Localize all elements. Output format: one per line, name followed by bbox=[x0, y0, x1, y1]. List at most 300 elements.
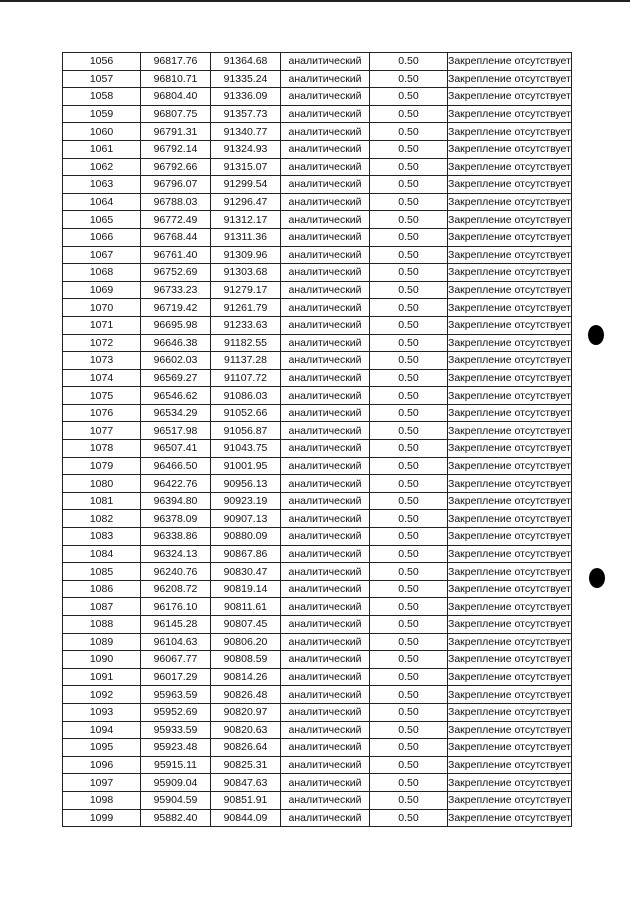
error-cell: 0.50 bbox=[370, 739, 448, 757]
fixing-cell: Закрепление отсутствует bbox=[448, 264, 572, 282]
error-cell: 0.50 bbox=[370, 316, 448, 334]
y-coordinate-cell: 90814.26 bbox=[211, 668, 281, 686]
point-number-cell: 1096 bbox=[63, 756, 141, 774]
y-coordinate-cell: 91043.75 bbox=[211, 440, 281, 458]
point-number-cell: 1097 bbox=[63, 774, 141, 792]
punch-hole-mark bbox=[588, 325, 604, 345]
fixing-cell: Закрепление отсутствует bbox=[448, 721, 572, 739]
table-row bbox=[63, 228, 572, 246]
point-number-cell: 1065 bbox=[63, 211, 141, 229]
y-coordinate-cell: 90880.09 bbox=[211, 528, 281, 546]
table-row bbox=[63, 475, 572, 493]
x-coordinate-cell: 95963.59 bbox=[141, 686, 211, 704]
point-number-cell: 1063 bbox=[63, 176, 141, 194]
method-cell: аналитический bbox=[281, 580, 370, 598]
fixing-cell: Закрепление отсутствует bbox=[448, 703, 572, 721]
y-coordinate-cell: 91056.87 bbox=[211, 422, 281, 440]
fixing-cell: Закрепление отсутствует bbox=[448, 299, 572, 317]
error-cell: 0.50 bbox=[370, 809, 448, 827]
x-coordinate-cell: 96394.80 bbox=[141, 492, 211, 510]
table-row bbox=[63, 492, 572, 510]
error-cell: 0.50 bbox=[370, 721, 448, 739]
point-number-cell: 1057 bbox=[63, 70, 141, 88]
table-row bbox=[63, 703, 572, 721]
fixing-cell: Закрепление отсутствует bbox=[448, 105, 572, 123]
point-number-cell: 1075 bbox=[63, 387, 141, 405]
error-cell: 0.50 bbox=[370, 563, 448, 581]
method-cell: аналитический bbox=[281, 739, 370, 757]
table-body bbox=[63, 53, 572, 827]
table-row bbox=[63, 264, 572, 282]
y-coordinate-cell: 90825.31 bbox=[211, 756, 281, 774]
table-row bbox=[63, 193, 572, 211]
method-cell: аналитический bbox=[281, 598, 370, 616]
fixing-cell: Закрепление отсутствует bbox=[448, 545, 572, 563]
method-cell: аналитический bbox=[281, 528, 370, 546]
y-coordinate-cell: 91296.47 bbox=[211, 193, 281, 211]
table-row bbox=[63, 123, 572, 141]
error-cell: 0.50 bbox=[370, 651, 448, 669]
x-coordinate-cell: 96817.76 bbox=[141, 53, 211, 71]
method-cell: аналитический bbox=[281, 457, 370, 475]
fixing-cell: Закрепление отсутствует bbox=[448, 158, 572, 176]
method-cell: аналитический bbox=[281, 70, 370, 88]
point-number-cell: 1094 bbox=[63, 721, 141, 739]
table-row bbox=[63, 316, 572, 334]
method-cell: аналитический bbox=[281, 264, 370, 282]
fixing-cell: Закрепление отсутствует bbox=[448, 457, 572, 475]
method-cell: аналитический bbox=[281, 809, 370, 827]
table-row bbox=[63, 510, 572, 528]
y-coordinate-cell: 90808.59 bbox=[211, 651, 281, 669]
x-coordinate-cell: 96807.75 bbox=[141, 105, 211, 123]
table-row bbox=[63, 387, 572, 405]
point-number-cell: 1095 bbox=[63, 739, 141, 757]
method-cell: аналитический bbox=[281, 563, 370, 581]
fixing-cell: Закрепление отсутствует bbox=[448, 563, 572, 581]
error-cell: 0.50 bbox=[370, 774, 448, 792]
x-coordinate-cell: 95933.59 bbox=[141, 721, 211, 739]
method-cell: аналитический bbox=[281, 387, 370, 405]
x-coordinate-cell: 96517.98 bbox=[141, 422, 211, 440]
point-number-cell: 1078 bbox=[63, 440, 141, 458]
method-cell: аналитический bbox=[281, 158, 370, 176]
fixing-cell: Закрепление отсутствует bbox=[448, 510, 572, 528]
table-row bbox=[63, 686, 572, 704]
error-cell: 0.50 bbox=[370, 228, 448, 246]
y-coordinate-cell: 91233.63 bbox=[211, 316, 281, 334]
y-coordinate-cell: 90867.86 bbox=[211, 545, 281, 563]
method-cell: аналитический bbox=[281, 53, 370, 71]
method-cell: аналитический bbox=[281, 545, 370, 563]
table-row bbox=[63, 651, 572, 669]
y-coordinate-cell: 91107.72 bbox=[211, 369, 281, 387]
x-coordinate-cell: 96796.07 bbox=[141, 176, 211, 194]
method-cell: аналитический bbox=[281, 703, 370, 721]
method-cell: аналитический bbox=[281, 369, 370, 387]
x-coordinate-cell: 96176.10 bbox=[141, 598, 211, 616]
method-cell: аналитический bbox=[281, 633, 370, 651]
point-number-cell: 1064 bbox=[63, 193, 141, 211]
x-coordinate-cell: 96208.72 bbox=[141, 580, 211, 598]
error-cell: 0.50 bbox=[370, 633, 448, 651]
fixing-cell: Закрепление отсутствует bbox=[448, 404, 572, 422]
point-number-cell: 1092 bbox=[63, 686, 141, 704]
fixing-cell: Закрепление отсутствует bbox=[448, 334, 572, 352]
x-coordinate-cell: 96752.69 bbox=[141, 264, 211, 282]
y-coordinate-cell: 90820.63 bbox=[211, 721, 281, 739]
fixing-cell: Закрепление отсутствует bbox=[448, 281, 572, 299]
x-coordinate-cell: 96792.14 bbox=[141, 140, 211, 158]
point-number-cell: 1085 bbox=[63, 563, 141, 581]
fixing-cell: Закрепление отсутствует bbox=[448, 791, 572, 809]
table-row bbox=[63, 334, 572, 352]
method-cell: аналитический bbox=[281, 88, 370, 106]
x-coordinate-cell: 96719.42 bbox=[141, 299, 211, 317]
method-cell: аналитический bbox=[281, 228, 370, 246]
point-number-cell: 1090 bbox=[63, 651, 141, 669]
y-coordinate-cell: 91052.66 bbox=[211, 404, 281, 422]
point-number-cell: 1086 bbox=[63, 580, 141, 598]
x-coordinate-cell: 96240.76 bbox=[141, 563, 211, 581]
error-cell: 0.50 bbox=[370, 404, 448, 422]
fixing-cell: Закрепление отсутствует bbox=[448, 739, 572, 757]
point-number-cell: 1083 bbox=[63, 528, 141, 546]
point-number-cell: 1070 bbox=[63, 299, 141, 317]
y-coordinate-cell: 90820.97 bbox=[211, 703, 281, 721]
method-cell: аналитический bbox=[281, 193, 370, 211]
y-coordinate-cell: 91261.79 bbox=[211, 299, 281, 317]
point-number-cell: 1080 bbox=[63, 475, 141, 493]
table-row bbox=[63, 721, 572, 739]
x-coordinate-cell: 96761.40 bbox=[141, 246, 211, 264]
x-coordinate-cell: 96378.09 bbox=[141, 510, 211, 528]
table-row bbox=[63, 246, 572, 264]
point-number-cell: 1099 bbox=[63, 809, 141, 827]
x-coordinate-cell: 95909.04 bbox=[141, 774, 211, 792]
point-number-cell: 1089 bbox=[63, 633, 141, 651]
fixing-cell: Закрепление отсутствует bbox=[448, 352, 572, 370]
fixing-cell: Закрепление отсутствует bbox=[448, 616, 572, 634]
x-coordinate-cell: 96104.63 bbox=[141, 633, 211, 651]
method-cell: аналитический bbox=[281, 299, 370, 317]
x-coordinate-cell: 96067.77 bbox=[141, 651, 211, 669]
y-coordinate-cell: 90923.19 bbox=[211, 492, 281, 510]
table-row bbox=[63, 457, 572, 475]
y-coordinate-cell: 90847.63 bbox=[211, 774, 281, 792]
error-cell: 0.50 bbox=[370, 105, 448, 123]
method-cell: аналитический bbox=[281, 334, 370, 352]
fixing-cell: Закрепление отсутствует bbox=[448, 88, 572, 106]
method-cell: аналитический bbox=[281, 651, 370, 669]
y-coordinate-cell: 91315.07 bbox=[211, 158, 281, 176]
coordinates-table bbox=[62, 52, 572, 827]
y-coordinate-cell: 91279.17 bbox=[211, 281, 281, 299]
table-row bbox=[63, 352, 572, 370]
fixing-cell: Закрепление отсутствует bbox=[448, 70, 572, 88]
x-coordinate-cell: 96772.49 bbox=[141, 211, 211, 229]
method-cell: аналитический bbox=[281, 404, 370, 422]
table-row bbox=[63, 70, 572, 88]
table-row bbox=[63, 422, 572, 440]
point-number-cell: 1066 bbox=[63, 228, 141, 246]
method-cell: аналитический bbox=[281, 246, 370, 264]
error-cell: 0.50 bbox=[370, 211, 448, 229]
fixing-cell: Закрепление отсутствует bbox=[448, 756, 572, 774]
x-coordinate-cell: 96810.71 bbox=[141, 70, 211, 88]
point-number-cell: 1084 bbox=[63, 545, 141, 563]
table-row bbox=[63, 211, 572, 229]
y-coordinate-cell: 91086.03 bbox=[211, 387, 281, 405]
table-row bbox=[63, 739, 572, 757]
fixing-cell: Закрепление отсутствует bbox=[448, 492, 572, 510]
table-row bbox=[63, 299, 572, 317]
x-coordinate-cell: 96792.66 bbox=[141, 158, 211, 176]
error-cell: 0.50 bbox=[370, 703, 448, 721]
point-number-cell: 1074 bbox=[63, 369, 141, 387]
fixing-cell: Закрепление отсутствует bbox=[448, 123, 572, 141]
point-number-cell: 1079 bbox=[63, 457, 141, 475]
y-coordinate-cell: 90851.91 bbox=[211, 791, 281, 809]
y-coordinate-cell: 90956.13 bbox=[211, 475, 281, 493]
x-coordinate-cell: 96017.29 bbox=[141, 668, 211, 686]
method-cell: аналитический bbox=[281, 123, 370, 141]
method-cell: аналитический bbox=[281, 140, 370, 158]
method-cell: аналитический bbox=[281, 791, 370, 809]
x-coordinate-cell: 95923.48 bbox=[141, 739, 211, 757]
x-coordinate-cell: 96422.76 bbox=[141, 475, 211, 493]
error-cell: 0.50 bbox=[370, 616, 448, 634]
method-cell: аналитический bbox=[281, 352, 370, 370]
fixing-cell: Закрепление отсутствует bbox=[448, 774, 572, 792]
table-row bbox=[63, 105, 572, 123]
error-cell: 0.50 bbox=[370, 53, 448, 71]
error-cell: 0.50 bbox=[370, 140, 448, 158]
table-row bbox=[63, 756, 572, 774]
y-coordinate-cell: 91336.09 bbox=[211, 88, 281, 106]
error-cell: 0.50 bbox=[370, 791, 448, 809]
fixing-cell: Закрепление отсутствует bbox=[448, 809, 572, 827]
y-coordinate-cell: 90907.13 bbox=[211, 510, 281, 528]
fixing-cell: Закрепление отсутствует bbox=[448, 246, 572, 264]
error-cell: 0.50 bbox=[370, 264, 448, 282]
x-coordinate-cell: 95904.59 bbox=[141, 791, 211, 809]
y-coordinate-cell: 91364.68 bbox=[211, 53, 281, 71]
error-cell: 0.50 bbox=[370, 281, 448, 299]
y-coordinate-cell: 90819.14 bbox=[211, 580, 281, 598]
error-cell: 0.50 bbox=[370, 528, 448, 546]
x-coordinate-cell: 95952.69 bbox=[141, 703, 211, 721]
error-cell: 0.50 bbox=[370, 70, 448, 88]
error-cell: 0.50 bbox=[370, 598, 448, 616]
fixing-cell: Закрепление отсутствует bbox=[448, 580, 572, 598]
x-coordinate-cell: 96145.28 bbox=[141, 616, 211, 634]
point-number-cell: 1058 bbox=[63, 88, 141, 106]
error-cell: 0.50 bbox=[370, 352, 448, 370]
fixing-cell: Закрепление отсутствует bbox=[448, 369, 572, 387]
point-number-cell: 1068 bbox=[63, 264, 141, 282]
error-cell: 0.50 bbox=[370, 440, 448, 458]
fixing-cell: Закрепление отсутствует bbox=[448, 53, 572, 71]
error-cell: 0.50 bbox=[370, 668, 448, 686]
error-cell: 0.50 bbox=[370, 756, 448, 774]
fixing-cell: Закрепление отсутствует bbox=[448, 598, 572, 616]
error-cell: 0.50 bbox=[370, 510, 448, 528]
fixing-cell: Закрепление отсутствует bbox=[448, 422, 572, 440]
x-coordinate-cell: 96695.98 bbox=[141, 316, 211, 334]
method-cell: аналитический bbox=[281, 774, 370, 792]
fixing-cell: Закрепление отсутствует bbox=[448, 686, 572, 704]
error-cell: 0.50 bbox=[370, 176, 448, 194]
point-number-cell: 1056 bbox=[63, 53, 141, 71]
y-coordinate-cell: 90826.64 bbox=[211, 739, 281, 757]
method-cell: аналитический bbox=[281, 176, 370, 194]
x-coordinate-cell: 96569.27 bbox=[141, 369, 211, 387]
y-coordinate-cell: 91001.95 bbox=[211, 457, 281, 475]
error-cell: 0.50 bbox=[370, 299, 448, 317]
table-row bbox=[63, 791, 572, 809]
punch-hole-mark bbox=[589, 568, 605, 588]
y-coordinate-cell: 91182.55 bbox=[211, 334, 281, 352]
point-number-cell: 1072 bbox=[63, 334, 141, 352]
fixing-cell: Закрепление отсутствует bbox=[448, 193, 572, 211]
method-cell: аналитический bbox=[281, 211, 370, 229]
point-number-cell: 1071 bbox=[63, 316, 141, 334]
point-number-cell: 1060 bbox=[63, 123, 141, 141]
point-number-cell: 1082 bbox=[63, 510, 141, 528]
x-coordinate-cell: 96602.03 bbox=[141, 352, 211, 370]
x-coordinate-cell: 96646.38 bbox=[141, 334, 211, 352]
error-cell: 0.50 bbox=[370, 457, 448, 475]
method-cell: аналитический bbox=[281, 668, 370, 686]
table-row bbox=[63, 598, 572, 616]
x-coordinate-cell: 96466.50 bbox=[141, 457, 211, 475]
method-cell: аналитический bbox=[281, 281, 370, 299]
method-cell: аналитический bbox=[281, 105, 370, 123]
table-row bbox=[63, 528, 572, 546]
point-number-cell: 1062 bbox=[63, 158, 141, 176]
fixing-cell: Закрепление отсутствует bbox=[448, 440, 572, 458]
table-row bbox=[63, 158, 572, 176]
point-number-cell: 1088 bbox=[63, 616, 141, 634]
table-row bbox=[63, 281, 572, 299]
table-row bbox=[63, 668, 572, 686]
point-number-cell: 1087 bbox=[63, 598, 141, 616]
point-number-cell: 1081 bbox=[63, 492, 141, 510]
table-row bbox=[63, 140, 572, 158]
point-number-cell: 1077 bbox=[63, 422, 141, 440]
error-cell: 0.50 bbox=[370, 492, 448, 510]
method-cell: аналитический bbox=[281, 756, 370, 774]
x-coordinate-cell: 96338.86 bbox=[141, 528, 211, 546]
table-row bbox=[63, 580, 572, 598]
y-coordinate-cell: 91357.73 bbox=[211, 105, 281, 123]
fixing-cell: Закрепление отсутствует bbox=[448, 140, 572, 158]
error-cell: 0.50 bbox=[370, 545, 448, 563]
fixing-cell: Закрепление отсутствует bbox=[448, 228, 572, 246]
table-row bbox=[63, 88, 572, 106]
method-cell: аналитический bbox=[281, 510, 370, 528]
point-number-cell: 1073 bbox=[63, 352, 141, 370]
error-cell: 0.50 bbox=[370, 193, 448, 211]
fixing-cell: Закрепление отсутствует bbox=[448, 387, 572, 405]
method-cell: аналитический bbox=[281, 616, 370, 634]
table-row bbox=[63, 774, 572, 792]
point-number-cell: 1061 bbox=[63, 140, 141, 158]
method-cell: аналитический bbox=[281, 686, 370, 704]
fixing-cell: Закрепление отсутствует bbox=[448, 176, 572, 194]
x-coordinate-cell: 96507.41 bbox=[141, 440, 211, 458]
y-coordinate-cell: 91340.77 bbox=[211, 123, 281, 141]
error-cell: 0.50 bbox=[370, 422, 448, 440]
table-row bbox=[63, 633, 572, 651]
point-number-cell: 1091 bbox=[63, 668, 141, 686]
x-coordinate-cell: 96324.13 bbox=[141, 545, 211, 563]
y-coordinate-cell: 90807.45 bbox=[211, 616, 281, 634]
x-coordinate-cell: 96791.31 bbox=[141, 123, 211, 141]
error-cell: 0.50 bbox=[370, 387, 448, 405]
x-coordinate-cell: 96546.62 bbox=[141, 387, 211, 405]
y-coordinate-cell: 91312.17 bbox=[211, 211, 281, 229]
x-coordinate-cell: 96804.40 bbox=[141, 88, 211, 106]
y-coordinate-cell: 90811.61 bbox=[211, 598, 281, 616]
point-number-cell: 1069 bbox=[63, 281, 141, 299]
y-coordinate-cell: 91309.96 bbox=[211, 246, 281, 264]
y-coordinate-cell: 91311.36 bbox=[211, 228, 281, 246]
table-row bbox=[63, 176, 572, 194]
table-row bbox=[63, 545, 572, 563]
point-number-cell: 1076 bbox=[63, 404, 141, 422]
error-cell: 0.50 bbox=[370, 475, 448, 493]
table-row bbox=[63, 53, 572, 71]
error-cell: 0.50 bbox=[370, 88, 448, 106]
method-cell: аналитический bbox=[281, 440, 370, 458]
error-cell: 0.50 bbox=[370, 123, 448, 141]
method-cell: аналитический bbox=[281, 492, 370, 510]
y-coordinate-cell: 91303.68 bbox=[211, 264, 281, 282]
x-coordinate-cell: 96768.44 bbox=[141, 228, 211, 246]
point-number-cell: 1067 bbox=[63, 246, 141, 264]
y-coordinate-cell: 90830.47 bbox=[211, 563, 281, 581]
table-row bbox=[63, 616, 572, 634]
point-number-cell: 1059 bbox=[63, 105, 141, 123]
y-coordinate-cell: 91299.54 bbox=[211, 176, 281, 194]
method-cell: аналитический bbox=[281, 316, 370, 334]
y-coordinate-cell: 91137.28 bbox=[211, 352, 281, 370]
error-cell: 0.50 bbox=[370, 158, 448, 176]
method-cell: аналитический bbox=[281, 721, 370, 739]
point-number-cell: 1098 bbox=[63, 791, 141, 809]
x-coordinate-cell: 95882.40 bbox=[141, 809, 211, 827]
error-cell: 0.50 bbox=[370, 369, 448, 387]
error-cell: 0.50 bbox=[370, 334, 448, 352]
table-row bbox=[63, 809, 572, 827]
y-coordinate-cell: 90826.48 bbox=[211, 686, 281, 704]
fixing-cell: Закрепление отсутствует bbox=[448, 211, 572, 229]
y-coordinate-cell: 90806.20 bbox=[211, 633, 281, 651]
error-cell: 0.50 bbox=[370, 686, 448, 704]
table-row bbox=[63, 404, 572, 422]
x-coordinate-cell: 96733.23 bbox=[141, 281, 211, 299]
fixing-cell: Закрепление отсутствует bbox=[448, 668, 572, 686]
top-border-line bbox=[0, 0, 630, 2]
fixing-cell: Закрепление отсутствует bbox=[448, 651, 572, 669]
method-cell: аналитический bbox=[281, 422, 370, 440]
fixing-cell: Закрепление отсутствует bbox=[448, 316, 572, 334]
table-row bbox=[63, 563, 572, 581]
table-row bbox=[63, 369, 572, 387]
fixing-cell: Закрепление отсутствует bbox=[448, 633, 572, 651]
